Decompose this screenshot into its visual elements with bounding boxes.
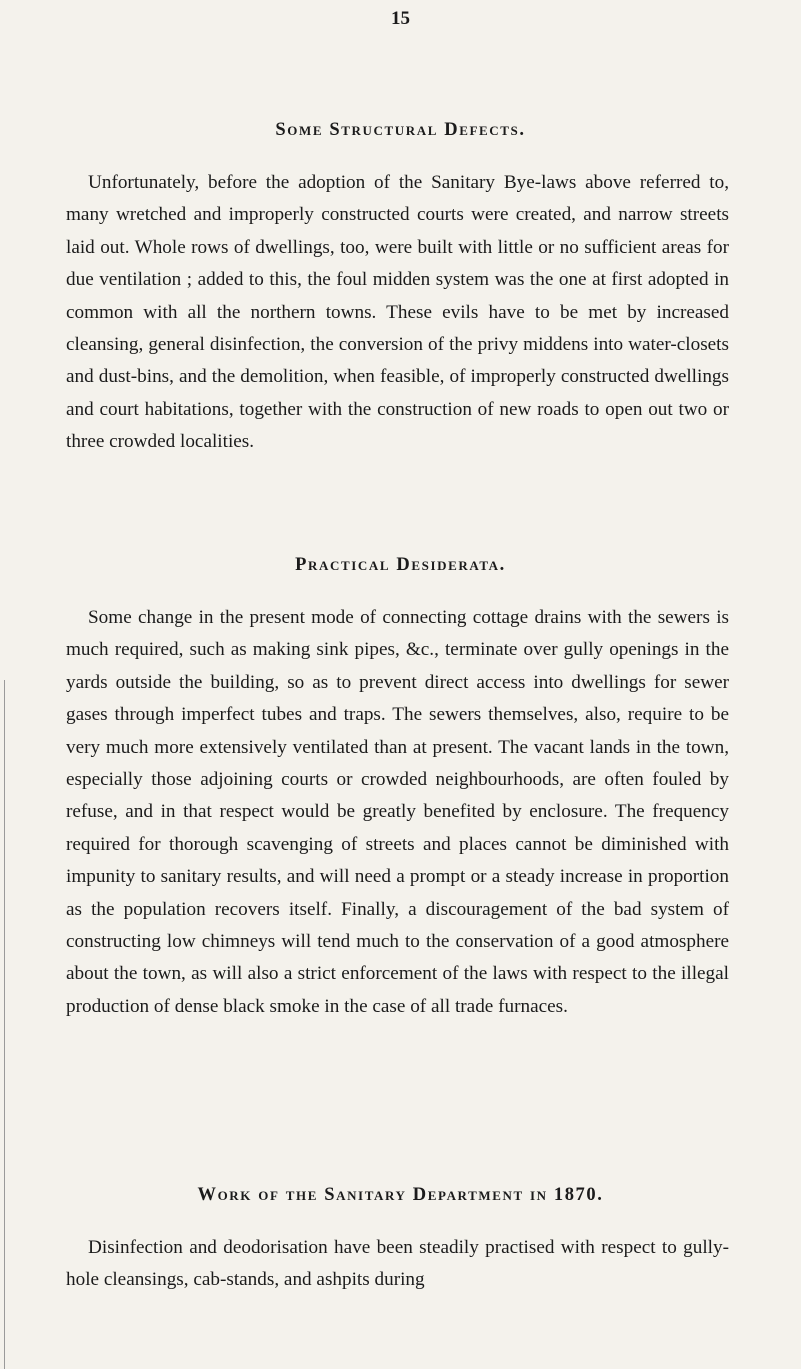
paragraph-sanitary-work-1870: Disinfection and deodorisation have been steadily practised with respect to gully-hole cleansings, cab-stands, and ashpits during — [66, 1237, 729, 1291]
paragraph-structural-defects: Unfortunately, before the adoption of the Sanitary Bye-laws above referred to, many wretched and improperly constructed courts were created, and narrow streets laid out. Whole rows of dwellings, too, were built with little or no sufficient areas for due ventilation ; added to this, the foul midden system was the one at first adopted in common with all the northern towns. These evils have to be met by increased cleansing, general disinfection, the conversion of the privy middens into water-closets and dust-bins, and the demolition, when feasible, of improperly constructed dwellings and court habitations, together with the construction of new roads to open out two or three crowded localities. — [66, 172, 729, 453]
paragraph-practical-desiderata: Some change in the present mode of connecting cottage drains with the sewers is much required, such as making sink pipes, &c., terminate over gully openings in the yards outside the building, so as to prevent direct access into dwellings for sewer gases through imperfect tubes and traps. The sewers themselves, also, require to be very much more extensively ventilated than at present. The vacant lands in the town, especially those adjoining courts or crowded neighbourhoods, are often fouled by refuse, and in that respect would be greatly benefited by enclosure. The frequency required for thorough scavenging of streets and places cannot be diminished with impunity to sanitary results, and will need a prompt or a steady increase in proportion as the population recovers itself. Finally, a discouragement of the bad system of constructing low chimneys will tend much to the conservation of a good atmosphere about the town, as will also a strict enforcement of the laws with respect to the illegal production of dense black smoke in the case of all trade furnaces. — [66, 607, 729, 1017]
section-heading-practical-desiderata: Practical Desiderata. — [295, 555, 506, 575]
page-number: 15 — [391, 8, 410, 29]
section-heading-structural-defects: Some Structural Defects. — [275, 120, 526, 140]
margin-rule — [4, 680, 5, 1369]
section-heading-sanitary-work-1870: Work of the Sanitary Department in 1870. — [197, 1185, 604, 1205]
